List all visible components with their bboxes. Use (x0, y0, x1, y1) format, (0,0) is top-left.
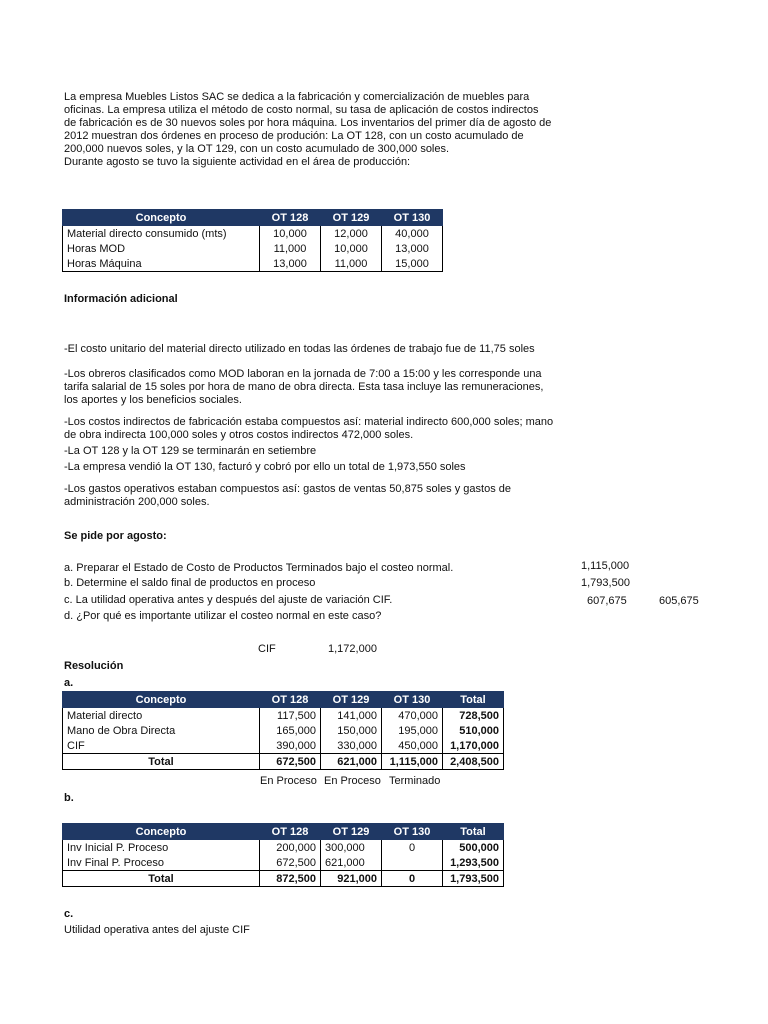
info-line: los aportes y los beneficios sociales. (64, 394, 242, 406)
table-row (63, 256, 443, 272)
intro-line: Durante agosto se tuvo la siguiente actividad en el área de producción: (64, 156, 411, 168)
column-header: OT 128 (260, 824, 321, 840)
table-cell (382, 855, 443, 871)
info-p5: -La empresa vendió la OT 130, facturó y cobró por ello un total de 1,973,550 soles (64, 461, 466, 473)
column-header: Total (443, 692, 504, 708)
table-cell: 672,500 (260, 754, 321, 770)
table-cell: 1,793,500 (443, 871, 504, 887)
table-cell: 330,000 (321, 738, 382, 754)
table-row (63, 855, 504, 871)
table-cell: Total (63, 871, 260, 887)
table-cell: 165,000 (260, 723, 321, 738)
table-cell: 195,000 (382, 723, 443, 738)
table-cell: 510,000 (443, 723, 504, 738)
table-header-row (63, 824, 504, 840)
intro-paragraph (64, 91, 584, 169)
column-header: Concepto (63, 824, 260, 840)
answer-c-after: 605,675 (659, 595, 699, 607)
table-cell: 470,000 (382, 708, 443, 724)
answer-a: 1,115,000 (581, 560, 630, 572)
status-label: En Proceso (260, 775, 317, 787)
question-a: a. Preparar el Estado de Costo de Productos Terminados bajo el costeo normal. (64, 562, 454, 574)
table-cell: Mano de Obra Directa (63, 723, 260, 738)
info-p4: -La OT 128 y la OT 129 se terminarán en setiembre (64, 445, 317, 457)
column-header: OT 128 (260, 692, 321, 708)
table-cell: 1,170,000 (443, 738, 504, 754)
table-cell: Inv Inicial P. Proceso (63, 840, 260, 856)
table-cell: 117,500 (260, 708, 321, 724)
table-row (63, 708, 504, 724)
table-cell: 40,000 (382, 226, 443, 242)
table-cell: 141,000 (321, 708, 382, 724)
table-cell: 0 (382, 871, 443, 887)
table-row (63, 840, 504, 856)
info-line: administración 200,000 soles. (64, 496, 210, 508)
info-line: -Los costos indirectos de fabricación estaba compuestos así: material indirecto 600,000 soles; mano (64, 416, 554, 428)
table-cell: Total (63, 754, 260, 770)
table-cell: 15,000 (382, 256, 443, 272)
intro-line: La empresa Muebles Listos SAC se dedica a la fabricación y comercialización de muebles para (64, 91, 530, 103)
table-cell: 12,000 (321, 226, 382, 242)
question-b: b. Determine el saldo final de productos en proceso (64, 577, 316, 589)
info-title: Información adicional (64, 293, 178, 305)
table-cell: 621,000 (321, 855, 382, 871)
table-cell: 11,000 (321, 256, 382, 272)
info-line: -Los obreros clasificados como MOD laboran en la jornada de 7:00 a 15:00 y les corresponde una (64, 368, 542, 380)
column-header: OT 130 (382, 824, 443, 840)
column-header: OT 130 (382, 692, 443, 708)
table-cell: Material directo (63, 708, 260, 724)
table-total-row (63, 871, 504, 887)
cif-label: CIF (258, 643, 276, 655)
intro-line: 2012 muestran dos órdenes en proceso de produción: La OT 128, con un costo acumulado de (64, 130, 524, 142)
table-cell: 390,000 (260, 738, 321, 754)
column-header: OT 129 (321, 210, 382, 226)
table-cell: 10,000 (321, 241, 382, 256)
table-header-row (63, 210, 443, 226)
info-p2 (64, 368, 624, 407)
table-header-row (63, 692, 504, 708)
part-c-label: c. (64, 908, 74, 920)
table-cell: Horas Máquina (63, 256, 260, 272)
table-cell: 921,000 (321, 871, 382, 887)
status-label: Terminado (389, 775, 441, 787)
info-p1: -El costo unitario del material directo utilizado en todas las órdenes de trabajo fue de 11,75 soles (64, 343, 535, 355)
part-a-label: a. (64, 677, 74, 689)
table-cell: Horas MOD (63, 241, 260, 256)
table-cell: 621,000 (321, 754, 382, 770)
table-cell: 450,000 (382, 738, 443, 754)
column-header: OT 129 (321, 824, 382, 840)
table-cell: 2,408,500 (443, 754, 504, 770)
question-c: c. La utilidad operativa antes y después del ajuste de variación CIF. (64, 594, 393, 606)
table-cell: 500,000 (443, 840, 504, 856)
table-cell: 11,000 (260, 241, 321, 256)
table-cell: 672,500 (260, 855, 321, 871)
table-cell: 13,000 (260, 256, 321, 272)
info-line: -Los gastos operativos estaban compuestos así: gastos de ventas 50,875 soles y gastos de (64, 483, 511, 495)
column-header: Concepto (63, 210, 260, 226)
cost-table-a (62, 691, 504, 770)
intro-line: de fabricación es de 30 nuevos soles por hora máquina. Los inventarios del primer día de agosto de (64, 117, 552, 129)
intro-line: oficinas. La empresa utiliza el método de costo normal, su tasa de aplicación de costos indirectos (64, 104, 539, 116)
info-p3 (64, 416, 624, 442)
table-cell: CIF (63, 738, 260, 754)
table-row (63, 723, 504, 738)
info-line: de obra indirecta 100,000 soles y otros costos indirectos 472,000 soles. (64, 429, 414, 441)
column-header: OT 129 (321, 692, 382, 708)
table-cell: 1,115,000 (382, 754, 443, 770)
se-pide-heading: Se pide por agosto: (64, 530, 167, 542)
answer-c-before: 607,675 (587, 595, 627, 607)
table-total-row (63, 754, 504, 770)
activity-table (62, 209, 443, 272)
info-p6 (64, 483, 624, 509)
column-header: OT 130 (382, 210, 443, 226)
info-line: tarifa salarial de 15 soles por hora de mano de obra directa. Esta tasa incluye las remuneraciones, (64, 381, 544, 393)
table-cell: Inv Final P. Proceso (63, 855, 260, 871)
table-cell: Material directo consumido (mts) (63, 226, 260, 242)
intro-line: 200,000 nuevos soles, y la OT 129, con un costo acumulado de 300,000 soles. (64, 143, 450, 155)
column-header: OT 128 (260, 210, 321, 226)
table-cell: 300,000 (321, 840, 382, 856)
status-label: En Proceso (324, 775, 381, 787)
part-c-line: Utilidad operativa antes del ajuste CIF (64, 924, 250, 936)
table-cell: 872,500 (260, 871, 321, 887)
table-cell: 10,000 (260, 226, 321, 242)
part-b-label: b. (64, 792, 74, 804)
column-header: Total (443, 824, 504, 840)
table-cell: 13,000 (382, 241, 443, 256)
table-cell: 200,000 (260, 840, 321, 856)
table-cell: 0 (382, 840, 443, 856)
table-row (63, 226, 443, 242)
table-cell: 728,500 (443, 708, 504, 724)
column-header: Concepto (63, 692, 260, 708)
table-cell: 150,000 (321, 723, 382, 738)
inventory-table-b (62, 823, 504, 887)
resolucion-heading: Resolución (64, 660, 124, 672)
answer-b: 1,793,500 (581, 577, 630, 589)
table-cell: 1,293,500 (443, 855, 504, 871)
table-row (63, 738, 504, 754)
table-row (63, 241, 443, 256)
cif-value: 1,172,000 (328, 643, 377, 655)
question-d: d. ¿Por qué es importante utilizar el costeo normal en este caso? (64, 610, 382, 622)
